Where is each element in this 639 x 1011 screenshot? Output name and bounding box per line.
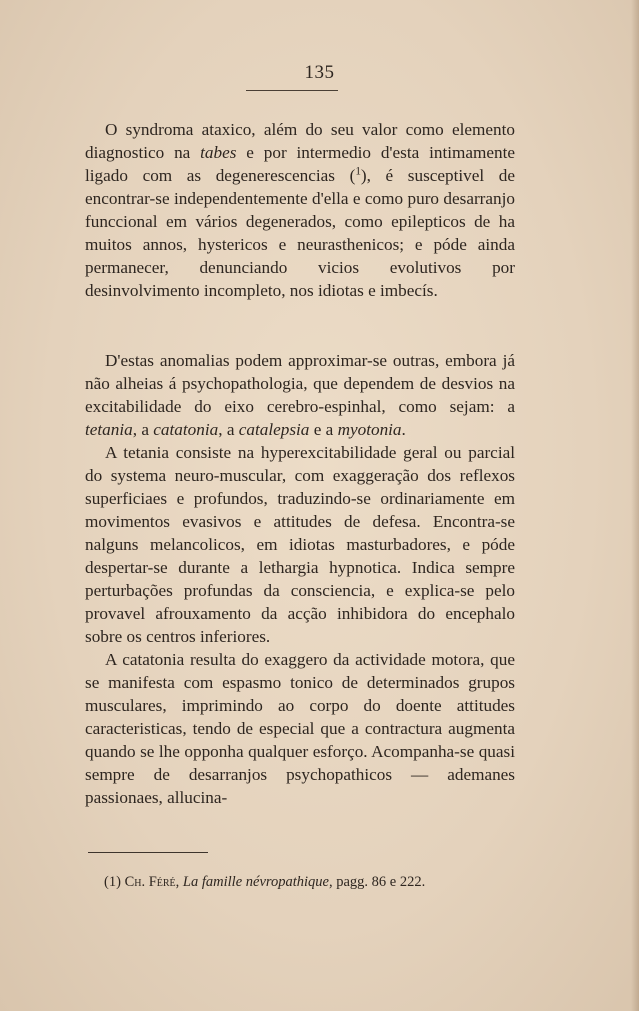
paragraph-2-text-c: , a bbox=[218, 420, 239, 439]
paragraph-1-text-c: ), é susceptivel de encontrar-se independentemente d'ella e como puro desarranjo funccional em vários degenerados, como epilepticos de ha muitos annos, hystericos e neurasthenicos; e póde ainda permanecer, denunciando vicios evolutivos por desinvolvimento incompleto, nos idiotas e imbecís. bbox=[85, 166, 515, 300]
paragraph-2-text-d: e a bbox=[309, 420, 338, 439]
paragraph-catatonia: A catatonia resulta do exaggero da actividade motora, que se manifesta com espasmo tonico de determinados grupos musculares, imprimindo ao corpo do doente attitudes caracteristicas, tendo de especial que a contractura augmenta quando se lhe opponha qualquer esforço. Acompanha-se quasi sempre de desarranjos psychopathicos — ademanes passionaes, allucina- bbox=[85, 650, 515, 807]
paragraph-tetania: A tetania consiste na hyperexcitabilidade geral ou parcial do systema neuro-muscular, com exaggeração dos reflexos superficiaes e profundos, traduzindo-se ordinariamente em movimentos evasivos e attitudes de defesa. Encontra-se nalguns melancolicos, em idiotas masturbadores, e póde despertar-se durante a lethargia hypnotica. Indica sempre perturbações profundas da consciencia, e explica-se pelo provavel afrouxamento da acção inhibidora do encephalo sobre os centros inferiores. bbox=[85, 443, 515, 646]
paragraph-syndroma-ataxico bbox=[85, 118, 515, 302]
footnote-marker: 1 bbox=[108, 874, 117, 890]
footnote-author: Ch. Féré bbox=[124, 874, 176, 890]
footnote-reference[interactable]: 1 bbox=[355, 165, 361, 178]
term-tetania: tetania bbox=[85, 420, 133, 439]
term-catatonia: catatonia bbox=[153, 420, 219, 439]
paragraph-2-text-b: , a bbox=[132, 420, 154, 439]
paragraph-2-text-a: D'estas anomalias podem approximar-se outras, embora já não alheias á psychopathologia, que dependem de desvios na excitabilidade do eixo cerebro-espinhal, como sejam: a bbox=[85, 351, 515, 416]
footnote-rule bbox=[88, 852, 208, 853]
paragraph-2-text-e: . bbox=[401, 420, 406, 439]
page-number: 135 bbox=[304, 62, 335, 83]
page-edge-shadow bbox=[631, 0, 639, 1011]
paragraph-1-text-a: O syndroma ataxico, além do seu valor como elemento diagnostico na bbox=[85, 120, 515, 162]
term-myotonia: myotonia bbox=[337, 420, 402, 439]
footnote-pages: , pagg. 86 e 222. bbox=[328, 874, 426, 890]
paragraph-anomalias bbox=[85, 349, 515, 809]
footnote: (1) Ch. Féré, La famille névropathique, pagg. 86 e 222. bbox=[104, 874, 426, 890]
paragraph-1-italic-tabes: tabes bbox=[200, 143, 237, 162]
footnote-title: La famille névropathique bbox=[182, 874, 329, 890]
paragraph-1-text-b: e por intermedio d'esta intimamente ligado com as degenerescencias ( bbox=[85, 143, 515, 185]
header-rule bbox=[246, 90, 338, 91]
term-catalepsia: catalepsia bbox=[238, 420, 310, 439]
